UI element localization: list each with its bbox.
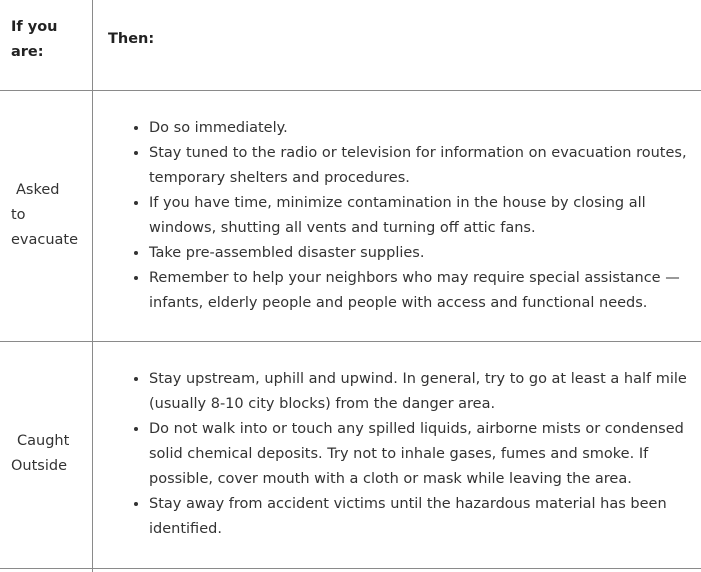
header-row-divider bbox=[0, 90, 701, 91]
header-label: Then: bbox=[108, 31, 155, 47]
list-item: • Do so immediately. bbox=[149, 116, 701, 141]
row-divider bbox=[0, 568, 701, 569]
list-item: • Take pre-assembled disaster supplies. bbox=[149, 241, 701, 266]
table-column-divider bbox=[92, 0, 93, 572]
row-label-line: Caught bbox=[17, 433, 70, 449]
header-label-line: If you bbox=[11, 19, 58, 35]
row-label-line: Asked bbox=[16, 182, 60, 198]
row-label-caught-outside bbox=[0, 429, 92, 479]
list-item: • If you have time, minimize contamination in the house by closing all windows, shutting all vents and turning off attic fans. bbox=[149, 191, 701, 241]
evacuate-instructions-list bbox=[131, 116, 701, 316]
list-item: • Stay upstream, uphill and upwind. In general, try to go at least a half mile (usually 8-10 city blocks) from the danger area. bbox=[149, 367, 701, 417]
list-item: • Do not walk into or touch any spilled liquids, airborne mists or condensed solid chemical deposits. Try not to inhale gases, fumes and smoke. If possible, cover mouth with a cloth or mask while leaving the area. bbox=[149, 417, 701, 492]
header-cell-then bbox=[108, 27, 154, 52]
row-label-line: Outside bbox=[11, 458, 67, 474]
list-item: • Stay away from accident victims until the hazardous material has been identified. bbox=[149, 492, 701, 542]
row-label-line: to bbox=[11, 207, 26, 223]
row-label-asked-to-evacuate bbox=[0, 178, 92, 253]
row-divider bbox=[0, 341, 701, 342]
row-label-line: evacuate bbox=[11, 232, 79, 248]
caught-outside-instructions-list bbox=[131, 367, 701, 542]
header-label-line: are: bbox=[11, 44, 44, 60]
list-item: • Remember to help your neighbors who may require special assistance — infants, elderly people and people with access and functional needs. bbox=[149, 266, 701, 316]
list-item: • Stay tuned to the radio or television for information on evacuation routes, temporary shelters and procedures. bbox=[149, 141, 701, 191]
header-cell-if-you-are bbox=[11, 15, 58, 65]
